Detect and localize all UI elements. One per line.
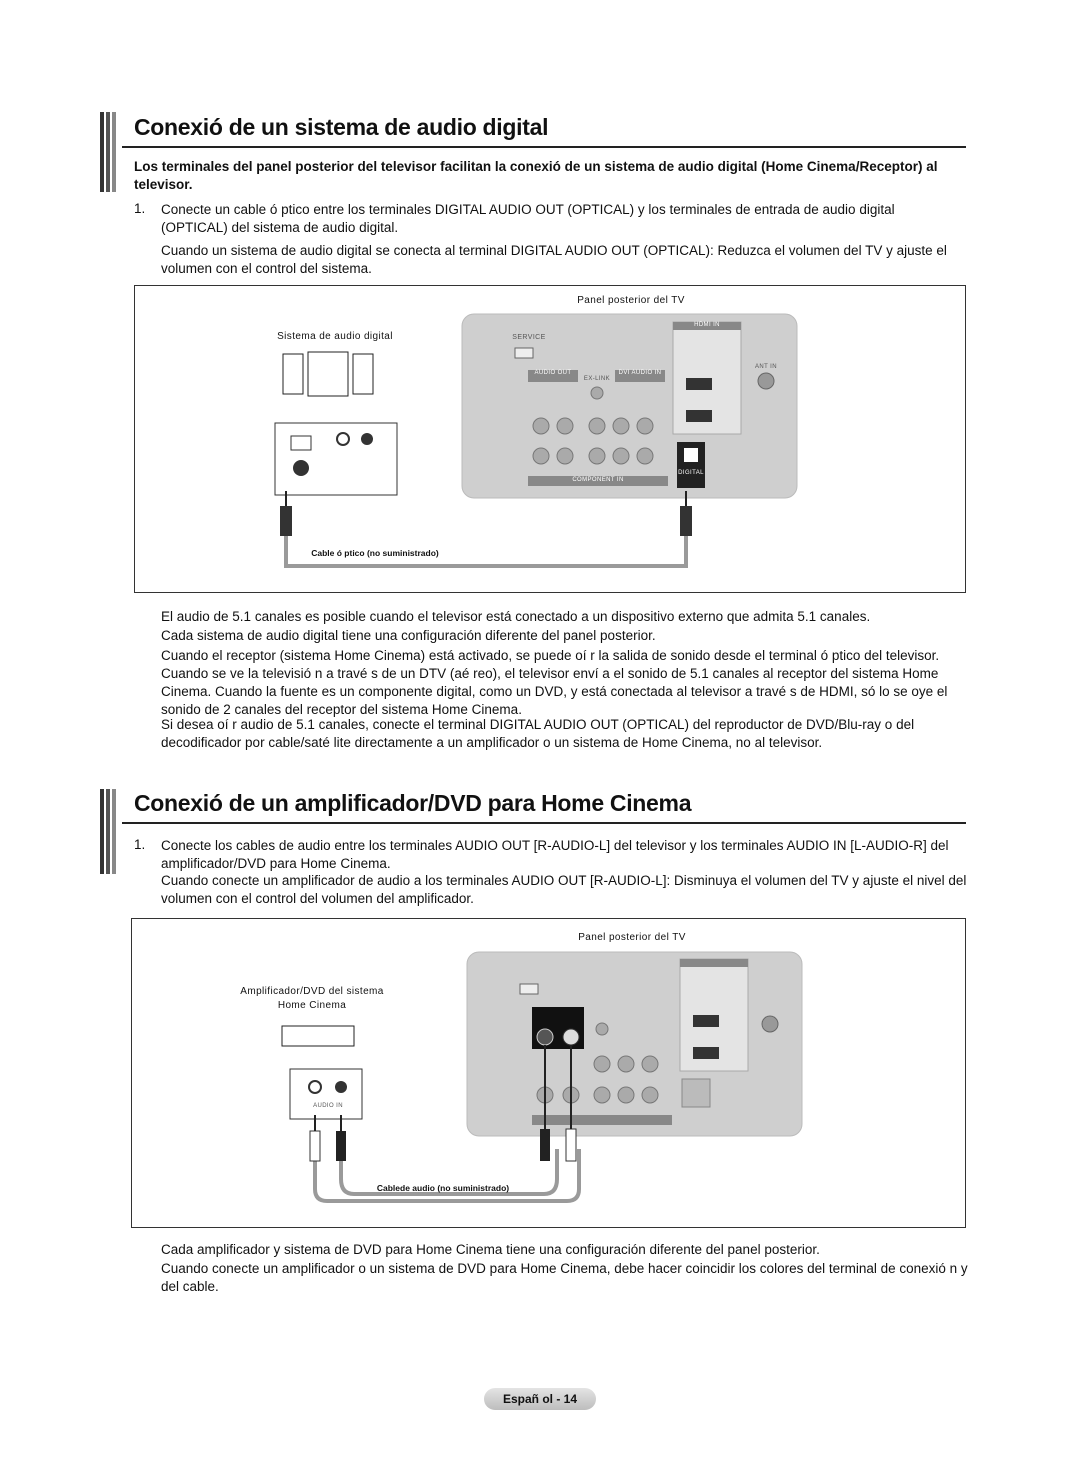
section-2-rule [122,822,966,824]
section-1-marker [100,112,120,192]
ex-link-label: EX-LINK [583,376,611,382]
dvi-audio-in-label: DVI AUDIO IN [618,370,662,376]
section-2-note-2: Cuando conecte un amplificador o un sistema de DVD para Home Cinema, debe hacer coincidir los colores del terminal de conexió n y del cable. [161,1261,968,1294]
amplifier-unit [282,1026,354,1046]
section-2-step-number: 1. [134,837,146,852]
audio-system-unit [308,352,348,396]
tv-back-panel [462,314,797,498]
audio-out-r-port [537,1029,553,1045]
section-1-note-2: Cada sistema de audio digital tiene una configuración diferente del panel posterior. [161,628,656,643]
figure-2-cable-label: Cablede audio (no suministrado) [376,1183,510,1193]
cable-plug-left [280,506,292,536]
section-1-intro: Los terminales del panel posterior del televisor facilitan la conexió de un sistema de audio digital (Home Cinema/Receptor) al televisor. [134,159,938,192]
cable-plug-right [680,506,692,536]
section-2-title: Conexió de un amplificador/DVD para Home Cinema [134,790,692,816]
audio-out-l-port [563,1029,579,1045]
audio-out-label: AUDIO OUT [534,370,572,376]
speaker-left [283,354,303,394]
service-label: SERVICE [512,334,546,341]
figure-1-cable-label: Cable ó ptico (no suministrado) [311,548,439,558]
section-1-step-number: 1. [134,201,146,216]
amplifier-back-panel [290,1069,362,1119]
figure-2-diagram [132,919,965,1227]
amp-audio-in-r [335,1081,347,1093]
section-2-step-note: Cuando conecte un amplificador de audio a los terminales AUDIO OUT [R-AUDIO-L]: Disminuya el volumen del TV y ajuste el nivel del volumen con el control del volumen del amplificador. [161,873,967,906]
section-1-note-3: Cuando el receptor (sistema Home Cinema) está activado, se puede oí r la salida de sonido desde el terminal ó ptico del televisor. Cuando se ve la televisió n a travé s de un DTV (aé reo), el televisor enví a el sonido de 5.1 canales al receptor del sistema Home Cinema. Cuando la fuente es un componente digital, como un DVD, y está conectada al televisor a travé s de HDMI, só lo se oye el sonido de 2 canales del receptor del sistema Home Cinema. [161,648,948,717]
section-1-note-4: Si desea oí r audio de 5.1 canales, conecte el terminal DIGITAL AUDIO OUT (OPTICAL) del reproductor de DVD/Blu-ray o del decodificador por cable/saté lite directamente a un amplificador o un sistema de Home Cinema, no al televisor. [161,717,915,750]
section-1-note-1: El audio de 5.1 canales es posible cuando el televisor está conectado a un dispositivo externo que admita 5.1 canales. [161,609,871,624]
hdmi-port-1 [686,378,712,390]
section-1-title: Conexió de un sistema de audio digital [134,114,549,140]
figure-1-device-label: Sistema de audio digital [277,331,393,342]
optical-cable [286,526,686,566]
tv-back-panel-2 [467,952,802,1136]
figure-2-audio-connection [131,918,966,1228]
figure-1-optical-connection [134,285,966,593]
hdmi-port-2 [686,410,712,422]
figure-2-device-label-2: Home Cinema [277,1000,347,1011]
section-2-marker [100,789,120,874]
audio-system-back-panel [275,423,397,495]
section-1-step-text: Conecte un cable ó ptico entre los terminales DIGITAL AUDIO OUT (OPTICAL) y los terminales de entrada de audio digital (OPTICAL) del sistema de audio digital. [161,202,895,235]
amp-audio-in-l [309,1081,321,1093]
figure-2-tv-label: Panel posterior del TV [578,932,686,943]
section-1-rule [122,146,966,148]
service-port [515,348,533,358]
component-in-label: COMPONENT IN [572,477,624,483]
page-number-badge: Españ ol - 14 [484,1388,596,1410]
speaker-right [353,354,373,394]
section-2-step-text: Conecte los cables de audio entre los terminales AUDIO OUT [R-AUDIO-L] del televisor y los terminales AUDIO IN [L-AUDIO-R] del amplificador/DVD para Home Cinema. [161,838,949,871]
digital-label: DIGITAL [678,470,704,476]
figure-2-device-label-1: Amplificador/DVD del sistema [240,986,384,997]
ant-in-label: ANT IN [755,364,777,370]
figure-1-tv-label: Panel posterior del TV [577,295,685,306]
audio-in-label: AUDIO IN [313,1103,343,1109]
section-1-step-note: Cuando un sistema de audio digital se conecta al terminal DIGITAL AUDIO OUT (OPTICAL): Reduzca el volumen del TV y ajuste el volumen con el control del sistema. [161,243,947,276]
hdmi-in-label: HDMI IN [694,322,720,328]
section-2-note-1: Cada amplificador y sistema de DVD para Home Cinema tiene una configuración diferente del panel posterior. [161,1242,820,1257]
ant-in-port [758,373,774,389]
